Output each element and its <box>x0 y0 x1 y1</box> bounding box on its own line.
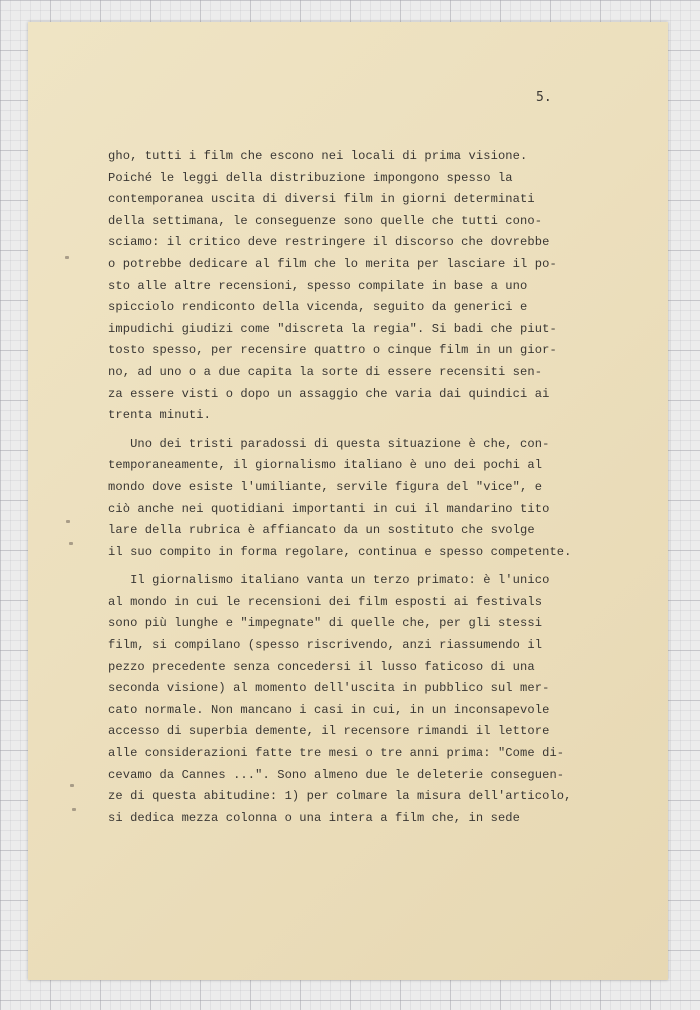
margin-mark <box>66 520 70 523</box>
text-line: no, ad uno o a due capita la sorte di essere recensiti sen- <box>108 364 543 379</box>
paragraph-1 <box>108 146 648 427</box>
text-line: si dedica mezza colonna o una intera a film che, in sede <box>108 810 521 825</box>
text-line: za essere visti o dopo un assaggio che varia dai quindici ai <box>108 386 550 401</box>
text-line: lare della rubrica è affiancato da un sostituto che svolge <box>108 523 535 538</box>
text-line: sciamo: il critico deve restringere il discorso che dovrebbe <box>108 235 550 250</box>
text-line: alle considerazioni fatte tre mesi o tre anni prima: "Come di- <box>108 746 565 761</box>
body-text <box>108 146 648 829</box>
margin-mark <box>70 784 74 787</box>
text-line: sono più lunghe e "impegnate" di quelle che, per gli stessi <box>108 616 543 631</box>
text-line: al mondo in cui le recensioni dei film esposti ai festivals <box>108 594 543 609</box>
text-line: tosto spesso, per recensire quattro o cinque film in un gior- <box>108 343 557 358</box>
text-line: contemporanea uscita di diversi film in giorni determinati <box>108 192 535 207</box>
text-line: impudichi giudizi come "discreta la regia". Si badi che piut- <box>108 321 557 336</box>
paragraph-3 <box>108 570 648 829</box>
text-line: ze di questa abitudine: 1) per colmare la misura dell'articolo, <box>108 789 572 804</box>
paragraph-gap <box>108 563 648 570</box>
text-line: Poiché le leggi della distribuzione impongono spesso la <box>108 170 513 185</box>
typewritten-page <box>28 22 668 980</box>
margin-mark <box>72 808 76 811</box>
text-line: il suo compito in forma regolare, continua e spesso competente. <box>108 544 572 559</box>
text-line: mondo dove esiste l'umiliante, servile figura del "vice", e <box>108 479 543 494</box>
margin-mark <box>69 542 73 545</box>
text-line: temporaneamente, il giornalismo italiano è uno dei pochi al <box>108 458 543 473</box>
text-line: cato normale. Non mancano i casi in cui, in un inconsapevole <box>108 702 550 717</box>
text-line: accesso di superbia demente, il recensore rimandi il lettore <box>108 724 550 739</box>
text-line: trenta minuti. <box>108 408 212 423</box>
text-line: seconda visione) al momento dell'uscita in pubblico sul mer- <box>108 681 550 696</box>
text-line: o potrebbe dedicare al film che lo merita per lasciare il po- <box>108 256 557 271</box>
page-number: 5. <box>536 90 552 105</box>
text-line: cevamo da Cannes ...". Sono almeno due le deleterie conseguen- <box>108 767 565 782</box>
text-line: pezzo precedente senza concedersi il lusso faticoso di una <box>108 659 535 674</box>
margin-mark <box>65 256 69 259</box>
paragraph-2 <box>108 434 648 564</box>
text-line: spicciolo rendiconto della vicenda, seguito da generici e <box>108 300 528 315</box>
text-line: Il giornalismo italiano vanta un terzo primato: è l'unico <box>108 573 550 588</box>
text-line: gho, tutti i film che escono nei locali di prima visione. <box>108 149 528 163</box>
text-line: film, si compilano (spesso riscrivendo, anzi riassumendo il <box>108 638 543 653</box>
text-line: della settimana, le conseguenze sono quelle che tutti cono- <box>108 213 543 228</box>
text-line: sto alle altre recensioni, spesso compilate in base a uno <box>108 278 528 293</box>
text-line: Uno dei tristi paradossi di questa situazione è che, con- <box>108 436 550 451</box>
text-line: ciò anche nei quotidiani importanti in cui il mandarino tito <box>108 501 550 516</box>
paragraph-gap <box>108 427 648 434</box>
